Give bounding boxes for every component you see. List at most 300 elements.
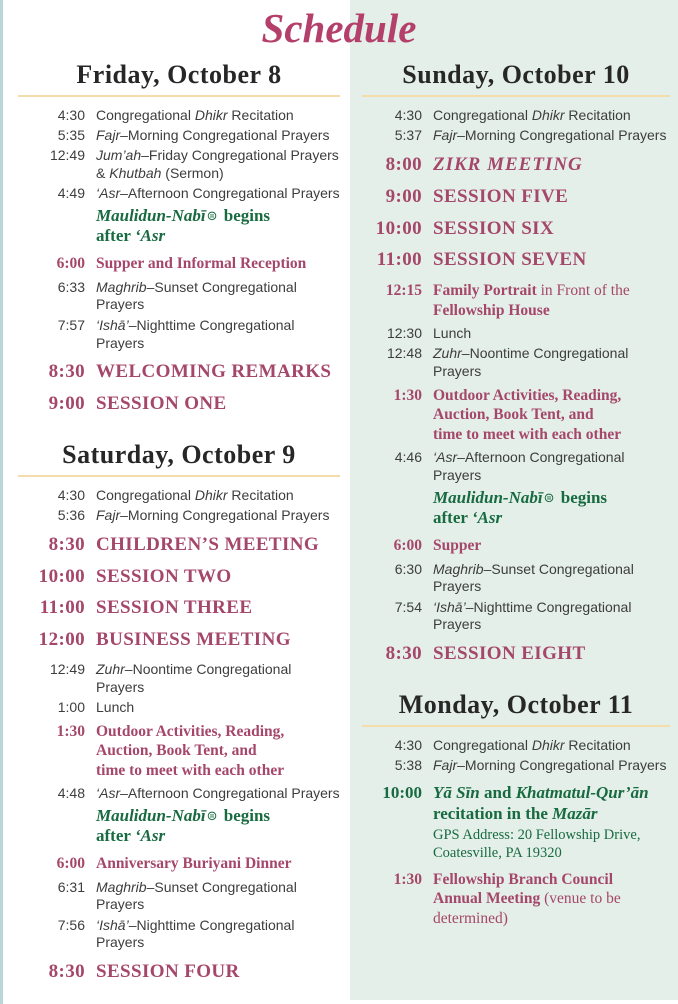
row-line bbox=[96, 206, 340, 227]
row-description bbox=[433, 107, 670, 125]
row-time: 6:30 bbox=[394, 560, 422, 577]
row-time: 8:30 bbox=[48, 361, 85, 383]
row-text-segment: Mazār bbox=[552, 803, 598, 823]
row-text-segment: Maghrib bbox=[96, 278, 147, 295]
row-text-segment: –Morning Congregational Prayers bbox=[457, 757, 667, 774]
row-time: 5:35 bbox=[57, 127, 85, 144]
row-text-segment: SESSION SIX bbox=[433, 217, 555, 239]
row-description bbox=[433, 325, 670, 343]
row-description bbox=[433, 186, 670, 209]
row-text-segment: Yā Sīn bbox=[433, 782, 480, 802]
gps-note-line: GPS Address: 20 Fellowship Drive, bbox=[433, 827, 641, 844]
row-text-segment: Prayers bbox=[433, 363, 482, 380]
schedule-row bbox=[18, 393, 340, 416]
row-time: 5:37 bbox=[394, 127, 422, 144]
row-description bbox=[433, 783, 670, 863]
schedule-row bbox=[362, 783, 670, 863]
row-time: 1:30 bbox=[393, 386, 422, 404]
sws-honorific-symbol: ⊜ bbox=[543, 490, 555, 506]
row-line bbox=[96, 699, 340, 717]
schedule-row bbox=[362, 643, 670, 666]
schedule-row bbox=[18, 806, 340, 847]
schedule-row bbox=[18, 206, 340, 247]
row-text-segment: begins bbox=[556, 487, 608, 507]
row-line bbox=[433, 107, 670, 125]
row-line bbox=[433, 127, 670, 145]
row-text-segment: Anniversary Buriyani Dinner bbox=[96, 855, 292, 873]
schedule-row bbox=[362, 154, 670, 177]
schedule-row bbox=[362, 107, 670, 125]
row-description bbox=[433, 599, 670, 635]
row-line bbox=[433, 737, 670, 755]
schedule-row bbox=[18, 279, 340, 315]
day-heading: Monday, October 11 bbox=[398, 689, 634, 719]
row-text-segment: ‘Ishā’ bbox=[96, 916, 129, 933]
row-line bbox=[96, 661, 340, 697]
schedule-row bbox=[18, 487, 340, 505]
row-line bbox=[433, 783, 670, 804]
row-time: 7:54 bbox=[394, 598, 422, 615]
row-description bbox=[96, 507, 340, 525]
row-description bbox=[96, 317, 340, 353]
row-time: 12:48 bbox=[386, 345, 422, 362]
schedule-row bbox=[18, 507, 340, 525]
schedule-row bbox=[362, 186, 670, 209]
row-text-segment: Dhikr bbox=[531, 736, 565, 753]
row-line bbox=[433, 870, 670, 890]
row-text-segment: –Morning Congregational Prayers bbox=[457, 127, 667, 144]
row-text-segment: SESSION EIGHT bbox=[433, 643, 586, 665]
row-text-segment: –Sunset Congregational bbox=[483, 560, 634, 577]
schedule-column-left bbox=[18, 60, 340, 1004]
row-time: 4:30 bbox=[394, 106, 422, 123]
schedule-row bbox=[362, 325, 670, 343]
schedule-row bbox=[362, 281, 670, 320]
row-time: 9:00 bbox=[385, 185, 422, 207]
row-description bbox=[96, 185, 340, 203]
schedule-row bbox=[362, 386, 670, 445]
row-line bbox=[96, 147, 340, 165]
row-line bbox=[433, 804, 670, 825]
row-time: 12:00 bbox=[38, 629, 85, 651]
row-line bbox=[433, 536, 670, 556]
schedule-row bbox=[362, 127, 670, 145]
row-line bbox=[433, 616, 670, 634]
row-text-segment: determined) bbox=[433, 909, 508, 927]
schedule-row bbox=[362, 737, 670, 755]
row-text-segment: begins bbox=[219, 205, 271, 225]
schedule-row bbox=[18, 854, 340, 874]
row-text-segment: Fellowship Branch Council bbox=[433, 870, 613, 888]
row-line bbox=[433, 643, 670, 666]
row-text-segment: after bbox=[96, 226, 135, 246]
day-section-sunday bbox=[362, 60, 670, 666]
heading-underline bbox=[18, 475, 340, 477]
row-line bbox=[96, 393, 340, 416]
page-title: Schedule bbox=[261, 5, 417, 51]
row-line bbox=[96, 335, 340, 353]
schedule-row bbox=[18, 722, 340, 781]
page-left-edge-line bbox=[0, 0, 3, 1004]
row-line bbox=[96, 761, 340, 781]
row-line bbox=[433, 405, 670, 425]
schedule-row bbox=[18, 597, 340, 620]
row-description bbox=[433, 870, 670, 929]
row-description bbox=[96, 917, 340, 953]
row-text-segment: Zuhr bbox=[433, 345, 462, 362]
row-line bbox=[433, 281, 670, 301]
schedule-row bbox=[18, 566, 340, 589]
schedule-row bbox=[18, 107, 340, 125]
row-text-segment: Congregational bbox=[96, 486, 195, 503]
row-description bbox=[96, 107, 340, 125]
row-text-segment: Outdoor Activities, Reading, bbox=[96, 722, 285, 740]
row-text-segment: begins bbox=[219, 805, 271, 825]
row-text-segment: –Afternoon Congregational Prayers bbox=[120, 185, 340, 202]
row-line bbox=[96, 785, 340, 803]
row-text-segment: Outdoor Activities, Reading, bbox=[433, 386, 622, 404]
row-line bbox=[96, 317, 340, 335]
row-description bbox=[96, 629, 340, 652]
row-text-segment: –Morning Congregational Prayers bbox=[120, 507, 330, 524]
row-text-segment: BUSINESS MEETING bbox=[96, 629, 291, 651]
row-text-segment: SESSION FOUR bbox=[96, 961, 240, 983]
schedule-row bbox=[362, 345, 670, 381]
row-text-segment: Fajr bbox=[433, 757, 458, 774]
row-time: 8:00 bbox=[385, 153, 422, 175]
row-text-segment: –Afternoon Congregational Prayers bbox=[120, 785, 340, 802]
row-text-segment: –Noontime Congregational Prayers bbox=[96, 660, 292, 695]
row-time: 10:00 bbox=[38, 565, 85, 587]
row-time: 6:31 bbox=[57, 878, 85, 895]
row-time: 12:49 bbox=[49, 147, 85, 164]
row-text-segment: in Front of the bbox=[536, 282, 630, 300]
row-description bbox=[96, 722, 340, 781]
row-time: 9:00 bbox=[48, 393, 85, 415]
row-text-segment: –Sunset Congregational bbox=[146, 878, 297, 895]
row-text-segment: Supper and Informal Reception bbox=[96, 255, 307, 273]
row-text-segment: –Nighttime Congregational bbox=[128, 916, 295, 933]
row-description bbox=[433, 449, 670, 485]
row-line bbox=[433, 757, 670, 775]
row-text-segment: Maghrib bbox=[96, 878, 147, 895]
row-text-segment: SESSION TWO bbox=[96, 565, 232, 587]
row-text-segment: Fajr bbox=[96, 507, 121, 524]
row-line bbox=[96, 597, 340, 620]
row-line bbox=[433, 154, 670, 177]
row-text-segment: ‘Asr bbox=[96, 785, 121, 802]
row-line bbox=[433, 561, 670, 579]
row-description bbox=[96, 854, 340, 874]
row-description bbox=[433, 488, 670, 529]
row-text-segment: –Afternoon Congregational Prayers bbox=[433, 449, 625, 484]
schedule-row bbox=[362, 449, 670, 485]
row-time: 1:00 bbox=[57, 699, 85, 715]
row-text-segment: & bbox=[96, 165, 110, 182]
heading-underline bbox=[362, 725, 670, 727]
row-description bbox=[433, 281, 670, 320]
row-text-segment: Maulidun-Nabī bbox=[96, 205, 206, 225]
row-text-segment: Recitation bbox=[227, 106, 294, 123]
row-description bbox=[96, 699, 340, 717]
schedule-row bbox=[18, 254, 340, 274]
row-line bbox=[96, 185, 340, 203]
row-time: 12:15 bbox=[385, 282, 422, 300]
row-text-segment: Prayers bbox=[433, 578, 482, 595]
row-line bbox=[96, 487, 340, 505]
row-text-segment: –Sunset Congregational Prayers bbox=[96, 278, 297, 313]
row-time: 11:00 bbox=[376, 249, 422, 271]
row-time: 4:30 bbox=[394, 736, 422, 753]
row-text-segment: Fellowship House bbox=[433, 301, 550, 319]
schedule-row bbox=[18, 127, 340, 145]
gps-note-line: Coatesville, PA 19320 bbox=[433, 845, 562, 862]
row-time: 1:30 bbox=[56, 722, 85, 740]
row-text-segment: ‘Ishā’ bbox=[96, 316, 129, 333]
row-line bbox=[96, 107, 340, 125]
row-text-segment: ‘Ishā’ bbox=[433, 598, 466, 615]
row-text-segment: CHILDREN’S MEETING bbox=[96, 533, 320, 555]
row-description bbox=[96, 393, 340, 416]
row-description bbox=[96, 879, 340, 915]
row-line bbox=[433, 909, 670, 929]
row-line bbox=[96, 361, 340, 384]
row-line bbox=[96, 879, 340, 897]
row-text-segment: ‘Asr bbox=[134, 226, 166, 246]
row-time: 6:00 bbox=[56, 855, 85, 873]
row-text-segment: SESSION FIVE bbox=[433, 185, 569, 207]
row-description bbox=[433, 345, 670, 381]
row-line bbox=[96, 629, 340, 652]
row-description bbox=[433, 737, 670, 755]
row-line bbox=[96, 254, 340, 274]
row-line bbox=[96, 507, 340, 525]
row-time: 4:30 bbox=[57, 106, 85, 123]
schedule-row bbox=[18, 629, 340, 652]
row-time: 6:00 bbox=[393, 536, 422, 554]
row-text-segment: Dhikr bbox=[194, 486, 228, 503]
day-heading: Saturday, October 9 bbox=[62, 439, 296, 469]
row-description bbox=[96, 127, 340, 145]
row-text-segment: Supper bbox=[433, 536, 482, 554]
schedule-row bbox=[18, 661, 340, 697]
row-description bbox=[96, 206, 340, 247]
row-description bbox=[433, 218, 670, 241]
row-text-segment: Congregational bbox=[433, 106, 532, 123]
row-text-segment: –Nighttime Congregational bbox=[465, 598, 632, 615]
row-line bbox=[96, 917, 340, 935]
row-description bbox=[96, 279, 340, 315]
row-time: 5:38 bbox=[394, 757, 422, 774]
row-line bbox=[433, 249, 670, 272]
row-text-segment: Lunch bbox=[433, 325, 472, 342]
schedule-row bbox=[18, 534, 340, 557]
row-time: 12:30 bbox=[386, 325, 422, 342]
row-text-segment: Family Portrait bbox=[433, 282, 537, 300]
row-line bbox=[433, 186, 670, 209]
row-text-segment: –Morning Congregational Prayers bbox=[120, 127, 330, 144]
row-text-segment: ‘Asr bbox=[96, 185, 121, 202]
row-description bbox=[96, 487, 340, 505]
row-line bbox=[96, 934, 340, 952]
schedule-row bbox=[18, 879, 340, 915]
row-text-segment: (Sermon) bbox=[161, 165, 224, 182]
row-text-segment: time to meet with each other bbox=[433, 425, 622, 443]
row-text-segment: ‘Asr bbox=[433, 449, 458, 466]
row-description bbox=[433, 757, 670, 775]
row-line bbox=[96, 566, 340, 589]
row-description bbox=[96, 806, 340, 847]
row-time: 7:57 bbox=[57, 316, 85, 333]
row-description bbox=[96, 361, 340, 384]
schedule-row bbox=[362, 599, 670, 635]
schedule-row bbox=[18, 147, 340, 183]
row-time: 8:30 bbox=[385, 643, 422, 665]
row-text-segment: SESSION THREE bbox=[96, 597, 253, 619]
row-description bbox=[433, 154, 670, 177]
row-line bbox=[433, 889, 670, 909]
row-text-segment: ‘Asr bbox=[134, 826, 166, 846]
schedule-row bbox=[18, 699, 340, 717]
schedule-row bbox=[18, 317, 340, 353]
row-text-segment: Fajr bbox=[96, 127, 121, 144]
row-description bbox=[96, 254, 340, 274]
schedule-row bbox=[362, 561, 670, 597]
row-text-segment: Fajr bbox=[433, 127, 458, 144]
schedule-row bbox=[18, 361, 340, 384]
row-time: 4:46 bbox=[394, 449, 422, 466]
row-text-segment: ZIKR MEETING bbox=[433, 153, 583, 175]
row-description bbox=[433, 127, 670, 145]
schedule-row bbox=[362, 536, 670, 556]
row-time: 4:49 bbox=[57, 185, 85, 202]
day-heading: Friday, October 8 bbox=[76, 60, 282, 89]
heading-underline bbox=[362, 95, 670, 97]
row-time: 4:48 bbox=[57, 785, 85, 802]
row-description bbox=[96, 147, 340, 183]
row-line bbox=[433, 345, 670, 363]
schedule-row bbox=[362, 218, 670, 241]
row-text-segment: Prayers bbox=[96, 896, 145, 913]
row-line bbox=[433, 301, 670, 321]
row-text-segment: after bbox=[96, 826, 135, 846]
row-text-segment: –Noontime Congregational bbox=[461, 345, 629, 362]
row-time: 4:30 bbox=[57, 486, 85, 503]
row-description bbox=[96, 597, 340, 620]
row-text-segment: Annual Meeting bbox=[433, 890, 541, 908]
row-text-segment: Auction, Book Tent, and bbox=[96, 742, 257, 760]
row-line bbox=[96, 279, 340, 315]
row-line bbox=[433, 599, 670, 617]
row-text-segment: Dhikr bbox=[194, 106, 228, 123]
row-description bbox=[96, 661, 340, 697]
row-text-segment: –Nighttime Congregational bbox=[128, 316, 295, 333]
row-line bbox=[433, 386, 670, 406]
row-text-segment: recitation in the bbox=[433, 803, 553, 823]
row-description bbox=[433, 386, 670, 445]
row-text-segment: Khatmatul-Qur’ān bbox=[515, 782, 649, 802]
row-text-segment: SESSION SEVEN bbox=[433, 249, 587, 271]
row-text-segment: Maghrib bbox=[433, 560, 484, 577]
schedule-row bbox=[18, 917, 340, 953]
row-text-segment: Dhikr bbox=[531, 106, 565, 123]
day-section-saturday bbox=[18, 440, 340, 984]
row-text-segment: Recitation bbox=[564, 736, 631, 753]
row-line bbox=[96, 534, 340, 557]
row-text-segment: Prayers bbox=[96, 934, 145, 951]
row-line bbox=[96, 961, 340, 984]
row-text-segment: and bbox=[479, 782, 516, 802]
row-text-segment: WELCOMING REMARKS bbox=[96, 361, 332, 383]
gps-note bbox=[433, 826, 670, 862]
day-heading: Sunday, October 10 bbox=[402, 60, 630, 89]
row-time: 8:30 bbox=[48, 961, 85, 983]
row-text-segment: Maulidun-Nabī bbox=[433, 487, 543, 507]
row-text-segment: Maulidun-Nabī bbox=[96, 805, 206, 825]
row-line bbox=[96, 741, 340, 761]
schedule-row bbox=[18, 785, 340, 803]
row-description bbox=[433, 249, 670, 272]
sws-honorific-symbol: ⊜ bbox=[206, 808, 218, 824]
row-time: 5:36 bbox=[57, 507, 85, 524]
row-time: 10:00 bbox=[375, 217, 422, 239]
schedule-row bbox=[362, 870, 670, 929]
row-text-segment: Congregational bbox=[96, 106, 195, 123]
row-description bbox=[433, 536, 670, 556]
row-text-segment: (venue to be bbox=[540, 890, 621, 908]
row-text-segment: –Friday Congregational Prayers bbox=[141, 147, 339, 164]
row-description bbox=[96, 785, 340, 803]
heading-underline bbox=[18, 95, 340, 97]
row-line bbox=[96, 826, 340, 847]
row-text-segment: Lunch bbox=[96, 699, 135, 715]
row-line bbox=[433, 449, 670, 485]
row-description bbox=[96, 534, 340, 557]
row-text-segment: ‘Asr bbox=[471, 508, 503, 528]
row-text-segment: time to meet with each other bbox=[96, 761, 285, 779]
day-section-friday bbox=[18, 60, 340, 416]
row-text-segment: after bbox=[433, 508, 472, 528]
row-description bbox=[433, 561, 670, 597]
row-line bbox=[96, 806, 340, 827]
row-line bbox=[433, 363, 670, 381]
row-line bbox=[96, 854, 340, 874]
schedule-row bbox=[362, 488, 670, 529]
row-time: 8:30 bbox=[48, 533, 85, 555]
day-section-monday bbox=[362, 690, 670, 928]
schedule-row bbox=[18, 185, 340, 203]
row-text-segment: SESSION ONE bbox=[96, 393, 227, 415]
schedule-row bbox=[362, 757, 670, 775]
row-description bbox=[96, 961, 340, 984]
row-text-segment: Jum’ah bbox=[96, 147, 142, 164]
row-description bbox=[96, 566, 340, 589]
row-text-segment: Auction, Book Tent, and bbox=[433, 406, 594, 424]
row-text-segment: Congregational bbox=[433, 736, 532, 753]
row-text-segment: Zuhr bbox=[96, 660, 125, 677]
row-time: 6:33 bbox=[57, 278, 85, 295]
row-time: 12:49 bbox=[49, 660, 85, 677]
row-time: 6:00 bbox=[56, 255, 85, 273]
schedule-row bbox=[362, 249, 670, 272]
row-line bbox=[433, 425, 670, 445]
row-text-segment: Recitation bbox=[227, 486, 294, 503]
row-description bbox=[433, 643, 670, 666]
row-text-segment: Recitation bbox=[564, 106, 631, 123]
row-line bbox=[433, 508, 670, 529]
row-text-segment: Prayers bbox=[96, 334, 145, 351]
schedule-column-right bbox=[362, 60, 670, 1004]
